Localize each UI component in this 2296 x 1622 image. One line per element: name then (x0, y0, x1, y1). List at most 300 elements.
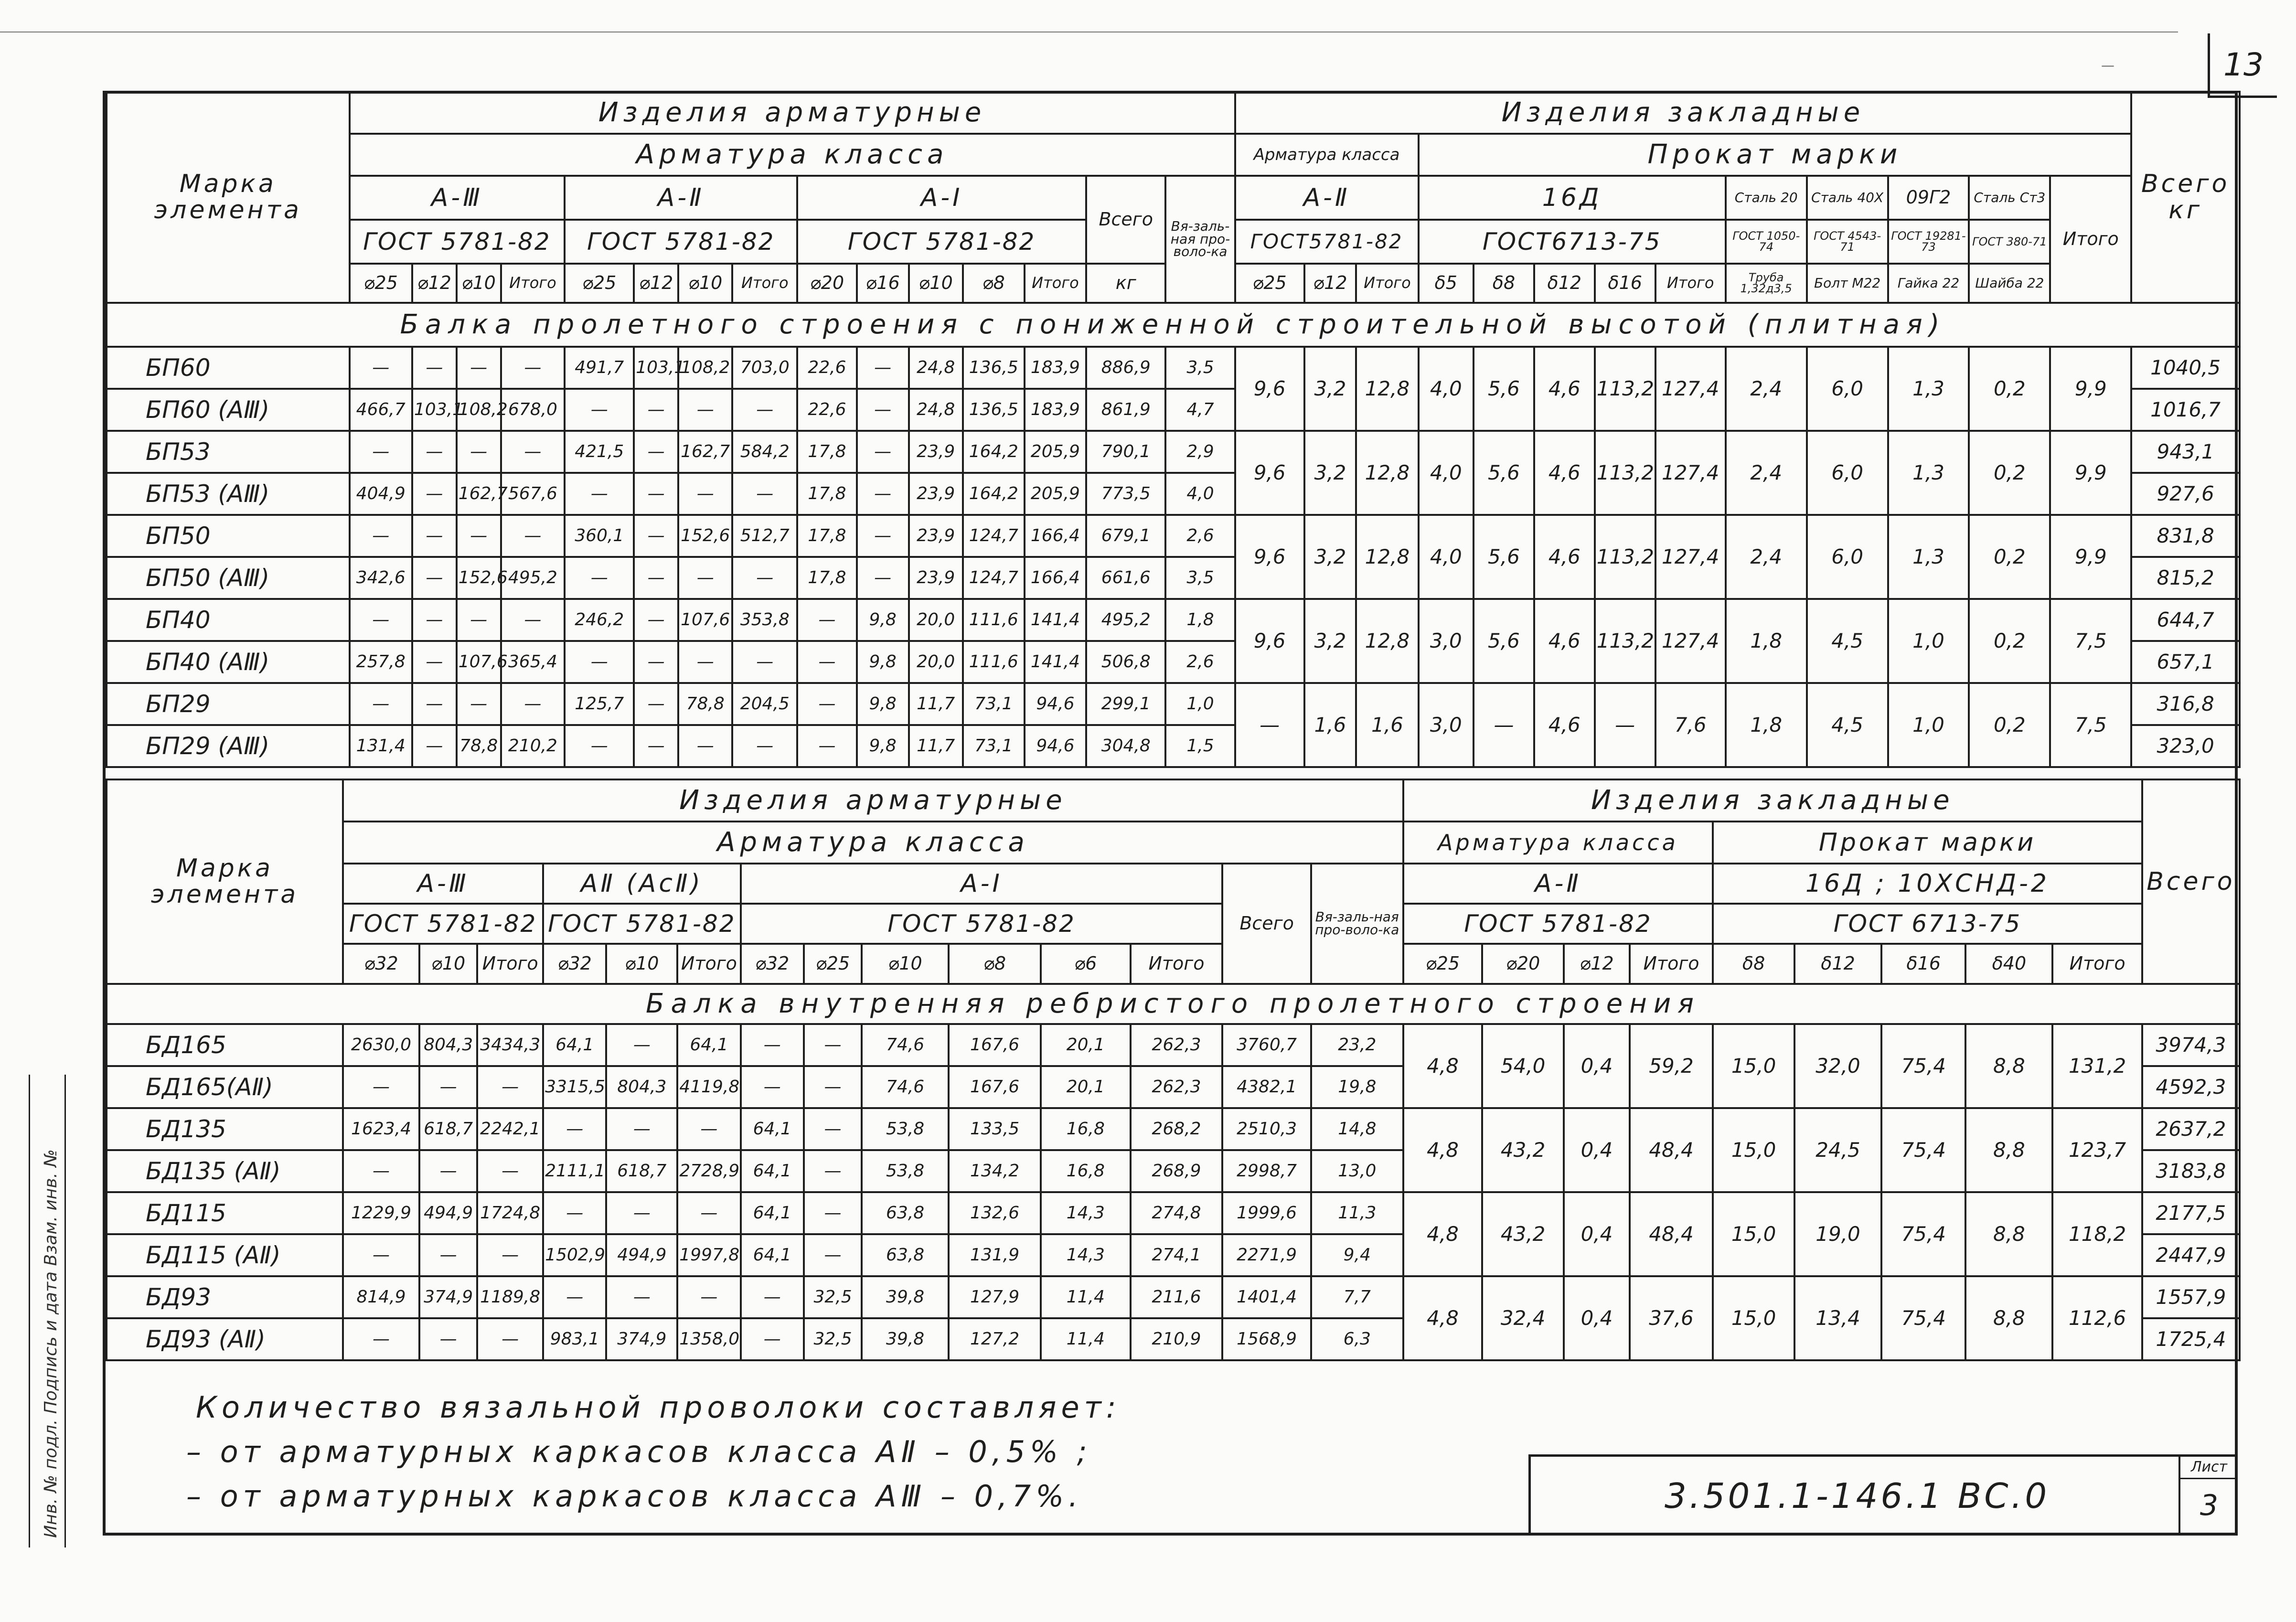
aiii-value-0: 466,7 (350, 389, 412, 431)
sheet-cell (2179, 1457, 2238, 1536)
d16-subtotal: Итого (1655, 264, 1726, 303)
ai-value-0: 64,1 (741, 1108, 804, 1150)
steelst3-gost: ГОСТ 380-71 (1969, 220, 2050, 264)
tie-wire-value: 4,0 (1165, 473, 1235, 515)
aii-value-3: 512,7 (732, 515, 797, 557)
aii-value-0: — (565, 557, 634, 599)
aiii-value-2: — (457, 515, 501, 557)
title-block (1528, 1454, 2238, 1536)
aii-value-1: — (634, 431, 678, 473)
element-mark: БП60 (107, 347, 350, 389)
ai-value-5: 268,2 (1131, 1108, 1223, 1150)
ai-value-5: 262,3 (1131, 1024, 1223, 1066)
reinf-total: 1401,4 (1222, 1276, 1311, 1318)
steel09g2-value: 1,3 (1888, 515, 1969, 599)
rolled-thk-1: δ12 (1794, 944, 1881, 984)
tie-wire-value: 9,4 (1311, 1234, 1403, 1276)
ai-value-4: 141,4 (1025, 641, 1086, 683)
emb-value-0: 4,8 (1403, 1024, 1482, 1108)
aii-value-1: 804,3 (606, 1066, 677, 1108)
ai-value-4: 166,4 (1025, 515, 1086, 557)
ai-value-1: — (857, 347, 909, 389)
emb-diam-subtotal: Итого (1356, 264, 1418, 303)
ai-value-0: — (741, 1066, 804, 1108)
spec-table-ribbed-beams (106, 779, 2241, 1361)
diam-aii-1: ⌀12 (634, 264, 678, 303)
steelst3-value: 0,2 (1969, 347, 2050, 431)
element-mark: БП40 (АⅢ) (107, 641, 350, 683)
aiii-value-2: — (477, 1318, 543, 1360)
ai-value-3: 73,1 (963, 683, 1025, 725)
aii-value-0: 3315,5 (543, 1066, 606, 1108)
rolled-value-2: 75,4 (1881, 1192, 1965, 1276)
note-line-2: – от арматурных каркасов класса АⅡ – 0,5% ; (186, 1434, 1092, 1469)
steelst3-item: Шайба 22 (1969, 264, 2050, 303)
d16-value-0: 3,0 (1419, 599, 1474, 683)
emb-value-3: 48,4 (1630, 1108, 1713, 1192)
aii-value-0: 2111,1 (543, 1150, 606, 1192)
diam-aii-0: ⌀25 (565, 264, 634, 303)
d16-value-1: — (1474, 683, 1534, 767)
reinf-products-header: Изделия арматурные (350, 92, 1235, 134)
reinf-total: 506,8 (1086, 641, 1165, 683)
reinf-total: 1568,9 (1222, 1318, 1311, 1360)
emb-diam-1: ⌀20 (1482, 944, 1564, 984)
emb-subtotal-value: 7,5 (2050, 599, 2131, 683)
d16-value-2: 4,6 (1534, 431, 1595, 515)
aii-value-1: — (634, 557, 678, 599)
emb-value-1: 43,2 (1482, 1108, 1564, 1192)
reinf-products-header: Изделия арматурные (343, 779, 1403, 822)
ai-value-1: — (804, 1108, 862, 1150)
grand-total-value: 4592,3 (2142, 1066, 2240, 1108)
aiii-value-0: — (343, 1150, 419, 1192)
reinf-total: 2510,3 (1222, 1108, 1311, 1150)
aii-value-0: 421,5 (565, 431, 634, 473)
ai-value-1: — (857, 515, 909, 557)
element-mark: БД93 (107, 1276, 343, 1318)
aiii-value-1: — (412, 473, 457, 515)
ai-value-3: 111,6 (963, 599, 1025, 641)
emb-diam-1: ⌀12 (1304, 264, 1356, 303)
ai-value-1: 9,8 (857, 725, 909, 767)
aiii-value-1: — (419, 1150, 477, 1192)
emb-value-3: 37,6 (1630, 1276, 1713, 1360)
gost-aii: ГОСТ 5781-82 (543, 904, 740, 944)
aiii-value-1: — (419, 1234, 477, 1276)
section-title: Балка внутренняя ребристого пролетного строения (107, 984, 2240, 1024)
aii-value-0: 125,7 (565, 683, 634, 725)
grand-total-header: Всего (2142, 779, 2240, 984)
aii-value-0: 360,1 (565, 515, 634, 557)
aiii-value-0: 2630,0 (343, 1024, 419, 1066)
diam-aiii-subtotal: Итого (501, 264, 565, 303)
aiii-value-1: 103,1 (412, 389, 457, 431)
diam-ai-4: ⌀6 (1041, 944, 1130, 984)
rolled-value-1: 32,0 (1794, 1024, 1881, 1108)
d16-value-3: 113,2 (1595, 347, 1655, 431)
element-mark: БП40 (107, 599, 350, 641)
total-header: Всего (1222, 864, 1311, 984)
d16-value-1: 5,6 (1474, 347, 1534, 431)
reinf-total: 661,6 (1086, 557, 1165, 599)
rolled-value-3: 8,8 (1965, 1192, 2052, 1276)
emb-value-2: 12,8 (1356, 599, 1418, 683)
d16-thk-0: δ5 (1419, 264, 1474, 303)
aiii-value-2: 108,2 (457, 389, 501, 431)
steel09g2-header: 09Г2 (1888, 176, 1969, 220)
aii-value-3: — (732, 473, 797, 515)
aiii-value-1: — (412, 515, 457, 557)
ai-value-2: 39,8 (862, 1318, 949, 1360)
element-mark: БД115 (107, 1192, 343, 1234)
element-mark: БД165(АⅡ) (107, 1066, 343, 1108)
diam-ai-subtotal: Итого (1131, 944, 1223, 984)
rolled-value-4: 131,2 (2052, 1024, 2142, 1108)
tie-wire-value: 1,8 (1165, 599, 1235, 641)
d16-value-4: 127,4 (1655, 515, 1726, 599)
steelst3-value: 0,2 (1969, 599, 2050, 683)
ai-value-0: — (741, 1318, 804, 1360)
aiii-value-3: — (501, 683, 565, 725)
ai-value-3: 111,6 (963, 641, 1025, 683)
table-row (107, 515, 2240, 557)
diam-aiii-subtotal: Итого (477, 944, 543, 984)
aiii-value-2: 1724,8 (477, 1192, 543, 1234)
ai-value-3: 167,6 (949, 1066, 1041, 1108)
rolled-value-2: 75,4 (1881, 1276, 1965, 1360)
element-mark: БП53 (107, 431, 350, 473)
ai-value-2: 11,7 (909, 725, 963, 767)
aii-value-0: — (543, 1192, 606, 1234)
reinf-class-header: Арматура класса (343, 822, 1403, 864)
emb-reinf-class-header: Арматура класса (1403, 822, 1713, 864)
element-mark: БП60 (АⅢ) (107, 389, 350, 431)
steelst3-value: 0,2 (1969, 515, 2050, 599)
grand-total-value: 323,0 (2131, 725, 2240, 767)
d16-value-2: 4,6 (1534, 515, 1595, 599)
emb-value-1: 3,2 (1304, 515, 1356, 599)
aiii-value-2: 107,6 (457, 641, 501, 683)
aiii-value-1: — (412, 641, 457, 683)
aiii-value-2: — (477, 1150, 543, 1192)
aiii-value-0: — (350, 431, 412, 473)
steel40x-gost: ГОСТ 4543-71 (1807, 220, 1888, 264)
grand-total-header: Всего кг (2131, 92, 2240, 303)
aii-value-1: — (634, 683, 678, 725)
aiii-value-3: 210,2 (501, 725, 565, 767)
ai-value-2: 23,9 (909, 515, 963, 557)
ai-value-1: — (804, 1192, 862, 1234)
element-mark: БП29 (АⅢ) (107, 725, 350, 767)
aii-value-2: — (678, 641, 732, 683)
rolled-value-2: 75,4 (1881, 1024, 1965, 1108)
ai-value-5: 211,6 (1131, 1276, 1223, 1318)
rolled-value-4: 112,6 (2052, 1276, 2142, 1360)
emb-value-1: 3,2 (1304, 347, 1356, 431)
rolled-value-1: 13,4 (1794, 1276, 1881, 1360)
rolled-value-0: 15,0 (1713, 1192, 1794, 1276)
aiii-value-2: — (477, 1066, 543, 1108)
ai-value-0: 17,8 (797, 557, 857, 599)
ai-value-2: 20,0 (909, 641, 963, 683)
side-strip (29, 1075, 100, 1547)
aiii-value-1: 374,9 (419, 1276, 477, 1318)
emb-value-2: 12,8 (1356, 515, 1418, 599)
ai-value-0: 64,1 (741, 1150, 804, 1192)
emb-class-aii-header: A-Ⅱ (1235, 176, 1419, 220)
ai-value-4: 205,9 (1025, 431, 1086, 473)
aii-value-2: 108,2 (678, 347, 732, 389)
steel09g2-value: 1,3 (1888, 431, 1969, 515)
aii-value-1: 618,7 (606, 1150, 677, 1192)
ai-value-0: 17,8 (797, 515, 857, 557)
aii-value-1: — (606, 1276, 677, 1318)
ai-value-4: 14,3 (1041, 1234, 1130, 1276)
ai-value-2: 39,8 (862, 1276, 949, 1318)
aiii-value-1: — (412, 347, 457, 389)
diam-aii-subtotal: Итого (677, 944, 740, 984)
aii-value-0: — (543, 1108, 606, 1150)
aiii-value-1: — (419, 1066, 477, 1108)
aii-value-3: 204,5 (732, 683, 797, 725)
notes (186, 1385, 1121, 1518)
aiii-value-2: — (457, 347, 501, 389)
emb-value-1: 3,2 (1304, 599, 1356, 683)
rolled-value-1: 24,5 (1794, 1108, 1881, 1192)
class-ai-header: A-I (741, 864, 1223, 904)
mark-column-header: Марка элемента (107, 92, 350, 303)
ai-value-0: — (741, 1024, 804, 1066)
aii-value-1: — (634, 725, 678, 767)
tie-wire-value: 3,5 (1165, 557, 1235, 599)
aiii-value-3: — (501, 347, 565, 389)
reinf-total: 304,8 (1086, 725, 1165, 767)
aii-value-3: — (732, 557, 797, 599)
aii-value-1: — (634, 389, 678, 431)
element-mark: БП53 (АⅢ) (107, 473, 350, 515)
ai-value-1: — (804, 1234, 862, 1276)
element-mark: БД135 (АⅡ) (107, 1150, 343, 1192)
steel40x-value: 4,5 (1807, 599, 1888, 683)
ai-value-4: 14,3 (1041, 1192, 1130, 1234)
aiii-value-2: — (457, 431, 501, 473)
steel20-gost: ГОСТ 1050-74 (1726, 220, 1807, 264)
aiii-value-3: 567,6 (501, 473, 565, 515)
d16-thk-2: δ12 (1534, 264, 1595, 303)
ai-value-5: 274,1 (1131, 1234, 1223, 1276)
grand-total-value: 3974,3 (2142, 1024, 2240, 1066)
embedded-products-header: Изделия закладные (1403, 779, 2142, 822)
gost-ai: ГОСТ 5781-82 (741, 904, 1223, 944)
element-mark: БД165 (107, 1024, 343, 1066)
tie-wire-value: 7,7 (1311, 1276, 1403, 1318)
diam-ai-1: ⌀25 (804, 944, 862, 984)
steel20-value: 2,4 (1726, 431, 1807, 515)
grand-total-value: 1016,7 (2131, 389, 2240, 431)
aii-value-0: — (543, 1276, 606, 1318)
emb-value-1: 1,6 (1304, 683, 1356, 767)
ai-value-0: — (797, 683, 857, 725)
element-mark: БП29 (107, 683, 350, 725)
aiii-value-2: 3434,3 (477, 1024, 543, 1066)
emb-diam-0: ⌀25 (1403, 944, 1482, 984)
reinf-total: 773,5 (1086, 473, 1165, 515)
emb-value-0: 9,6 (1235, 599, 1304, 683)
emb-value-2: 12,8 (1356, 347, 1418, 431)
ai-value-4: 16,8 (1041, 1150, 1130, 1192)
aiii-value-0: 131,4 (350, 725, 412, 767)
ai-value-5: 262,3 (1131, 1066, 1223, 1108)
tie-wire-value: 4,7 (1165, 389, 1235, 431)
aii-value-2: — (678, 557, 732, 599)
emb-subtotal-header: Итого (2050, 176, 2131, 303)
aii-value-0: 491,7 (565, 347, 634, 389)
reinf-total: 299,1 (1086, 683, 1165, 725)
d16-value-2: 4,6 (1534, 347, 1595, 431)
ai-value-4: 141,4 (1025, 599, 1086, 641)
aii-value-0: 246,2 (565, 599, 634, 641)
aii-value-2: 64,1 (677, 1024, 740, 1066)
d16-value-1: 5,6 (1474, 431, 1534, 515)
d16-value-0: 4,0 (1419, 347, 1474, 431)
rolled-value-4: 118,2 (2052, 1192, 2142, 1276)
aii-value-2: 152,6 (678, 515, 732, 557)
aii-value-3: — (732, 725, 797, 767)
emb-value-0: 4,8 (1403, 1276, 1482, 1360)
grand-total-value: 2447,9 (2142, 1234, 2240, 1276)
d16-value-4: 127,4 (1655, 599, 1726, 683)
reinf-class-header: Арматура класса (350, 134, 1235, 176)
steel40x-value: 6,0 (1807, 515, 1888, 599)
ai-value-1: 9,8 (857, 599, 909, 641)
aii-value-1: — (606, 1108, 677, 1150)
aiii-value-1: 804,3 (419, 1024, 477, 1066)
d16-value-3: — (1595, 683, 1655, 767)
aiii-value-0: 1623,4 (343, 1108, 419, 1150)
diam-aiii-0: ⌀32 (343, 944, 419, 984)
rolled-steel-header: 16Д ; 10ХСНД-2 (1713, 864, 2142, 904)
ai-value-2: 53,8 (862, 1150, 949, 1192)
steel40x-value: 6,0 (1807, 431, 1888, 515)
steel40x-item: Болт М22 (1807, 264, 1888, 303)
element-mark: БД93 (АⅡ) (107, 1318, 343, 1360)
d16-value-3: 113,2 (1595, 515, 1655, 599)
tie-wire-value: 3,5 (1165, 347, 1235, 389)
steel40x-value: 4,5 (1807, 683, 1888, 767)
reinf-total: 2271,9 (1222, 1234, 1311, 1276)
emb-diam-subtotal: Итого (1630, 944, 1713, 984)
aiii-value-0: — (343, 1318, 419, 1360)
ai-value-3: 127,2 (949, 1318, 1041, 1360)
emb-value-2: 1,6 (1356, 683, 1418, 767)
aiii-value-0: — (350, 515, 412, 557)
steel20-value: 1,8 (1726, 683, 1807, 767)
emb-value-1: 54,0 (1482, 1024, 1564, 1108)
table-row (107, 1192, 2240, 1234)
emb-value-2: 0,4 (1564, 1276, 1630, 1360)
aii-value-0: 1502,9 (543, 1234, 606, 1276)
diam-aiii-1: ⌀12 (412, 264, 457, 303)
ai-value-1: — (804, 1066, 862, 1108)
gost-aiii: ГОСТ 5781-82 (350, 220, 565, 264)
aiii-value-2: 1189,8 (477, 1276, 543, 1318)
aiii-value-2: 152,6 (457, 557, 501, 599)
ai-value-1: — (804, 1150, 862, 1192)
ai-value-0: 17,8 (797, 473, 857, 515)
tie-wire-value: 1,5 (1165, 725, 1235, 767)
emb-value-3: 48,4 (1630, 1192, 1713, 1276)
d16-thk-3: δ16 (1595, 264, 1655, 303)
d16-value-2: 4,6 (1534, 599, 1595, 683)
d16-value-1: 5,6 (1474, 515, 1534, 599)
aiii-value-1: — (412, 431, 457, 473)
aiii-value-0: 342,6 (350, 557, 412, 599)
diam-aiii-2: ⌀10 (457, 264, 501, 303)
ai-value-4: 11,4 (1041, 1318, 1130, 1360)
aii-value-1: — (634, 599, 678, 641)
emb-value-0: — (1235, 683, 1304, 767)
aiii-value-3: 678,0 (501, 389, 565, 431)
embedded-products-header: Изделия закладные (1235, 92, 2132, 134)
ai-value-1: — (857, 557, 909, 599)
ai-value-3: 136,5 (963, 389, 1025, 431)
class-aii-header: АⅡ (АсⅡ) (543, 864, 740, 904)
gost-aii: ГОСТ 5781-82 (565, 220, 797, 264)
steelst3-value: 0,2 (1969, 683, 2050, 767)
element-mark: БП50 (АⅢ) (107, 557, 350, 599)
element-mark: БД135 (107, 1108, 343, 1150)
gost-ai: ГОСТ 5781-82 (797, 220, 1086, 264)
table-row (107, 347, 2240, 389)
diam-ai-subtotal: Итого (1025, 264, 1086, 303)
class-ai-header: A-I (797, 176, 1086, 220)
spec-table-slab-beams (106, 91, 2241, 768)
aii-value-1: 374,9 (606, 1318, 677, 1360)
emb-value-1: 32,4 (1482, 1276, 1564, 1360)
aii-value-2: — (677, 1192, 740, 1234)
ai-value-1: — (857, 431, 909, 473)
aii-value-3: 584,2 (732, 431, 797, 473)
emb-value-2: 12,8 (1356, 431, 1418, 515)
ai-value-1: — (804, 1024, 862, 1066)
emb-value-0: 4,8 (1403, 1108, 1482, 1192)
emb-value-3: 59,2 (1630, 1024, 1713, 1108)
aii-value-2: — (678, 473, 732, 515)
ai-value-2: 24,8 (909, 347, 963, 389)
ai-value-4: 205,9 (1025, 473, 1086, 515)
steelst3-header: Сталь Ст3 (1969, 176, 2050, 220)
aii-value-0: — (565, 725, 634, 767)
aii-value-1: 494,9 (606, 1234, 677, 1276)
d16-value-0: 3,0 (1419, 683, 1474, 767)
aii-value-2: 1997,8 (677, 1234, 740, 1276)
ai-value-2: 74,6 (862, 1024, 949, 1066)
ai-value-0: — (797, 725, 857, 767)
steel09g2-value: 1,0 (1888, 683, 1969, 767)
steel40x-value: 6,0 (1807, 347, 1888, 431)
table-row (107, 431, 2240, 473)
ai-value-3: 164,2 (963, 431, 1025, 473)
table-row (107, 1108, 2240, 1150)
ai-value-4: 20,1 (1041, 1024, 1130, 1066)
ai-value-3: 136,5 (963, 347, 1025, 389)
tie-wire-value: 11,3 (1311, 1192, 1403, 1234)
aii-value-2: — (677, 1108, 740, 1150)
tie-wire-value: 6,3 (1311, 1318, 1403, 1360)
aiii-value-3: 495,2 (501, 557, 565, 599)
aiii-value-2: — (457, 683, 501, 725)
